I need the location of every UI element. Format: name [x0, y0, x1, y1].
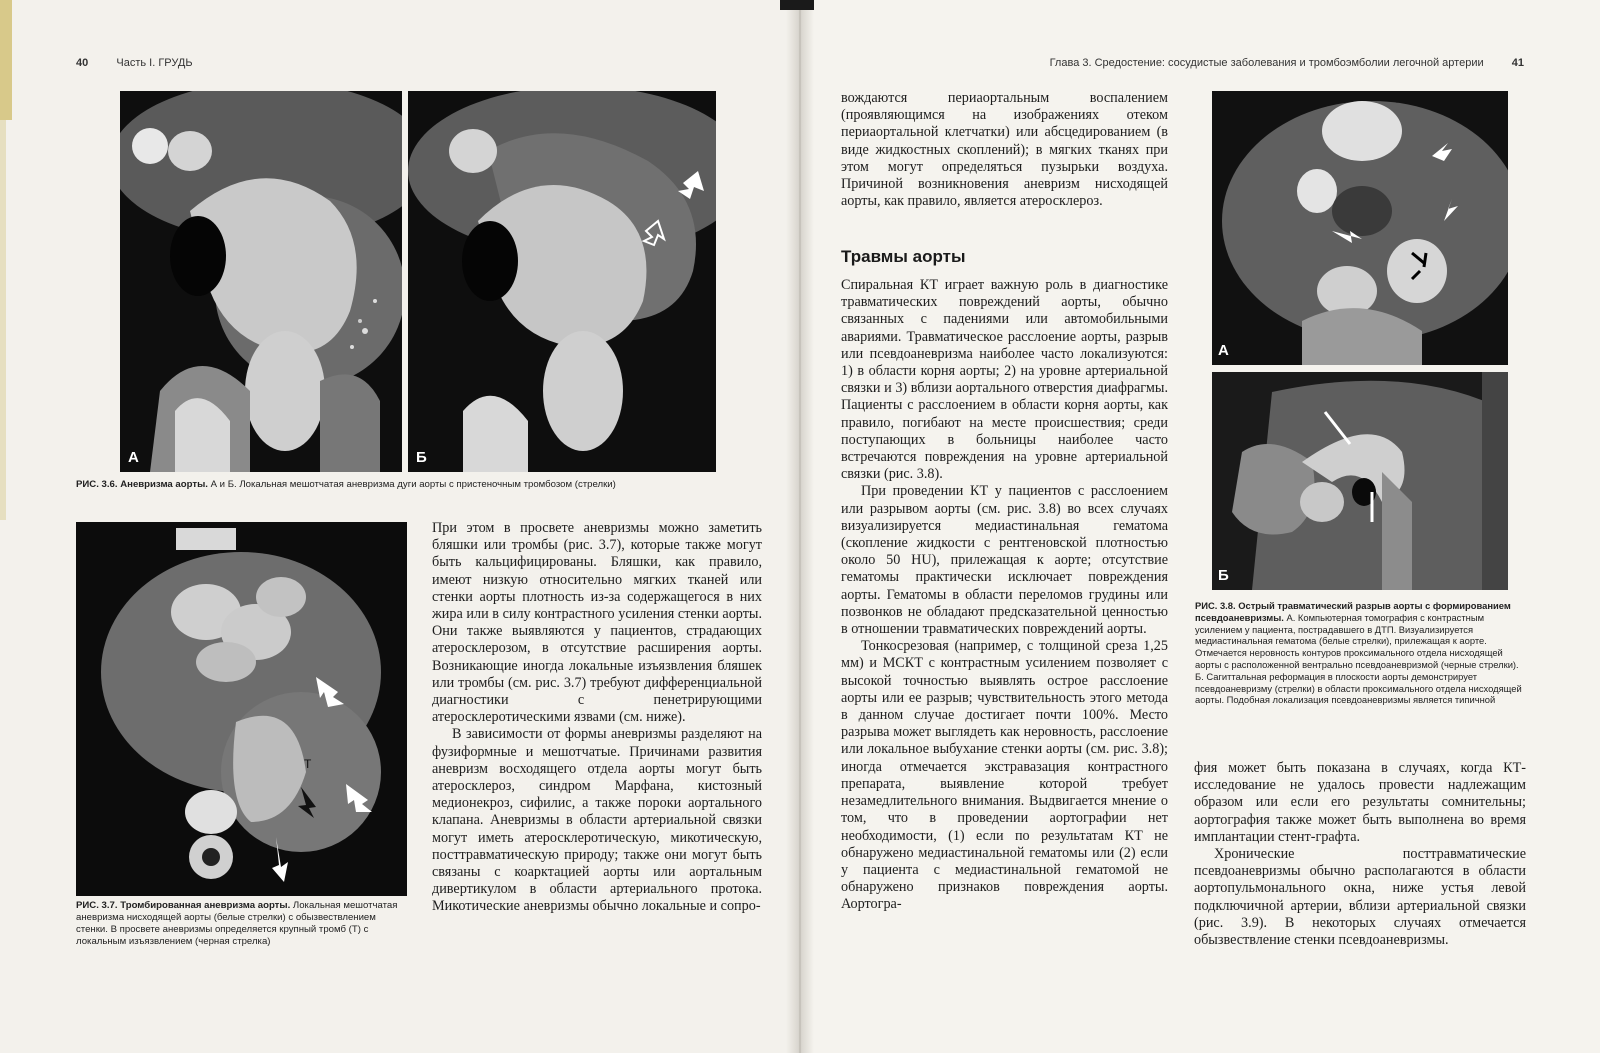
- page-edge-strip: [0, 120, 6, 520]
- fig36-panel-b-label: Б: [416, 449, 427, 466]
- fig36-panel-b-ct-image: [408, 91, 716, 472]
- right-text-column-1: [841, 277, 1168, 914]
- fig36-panel-a-ct-image: [120, 91, 402, 472]
- right-paragraph-1: Спиральная КТ играет важную роль в диагностике травматических повреждений аорты, обычно связанных с падениями или автомобильными авариями. Травматическое расслоение аорты, разрыв или псевдоаневризма наиболее часто локализуются: 1) в области корня аорты; 2) на уровне артериальной связки и 3) вблизи аортального отверстия диафрагмы. Пациенты с расслоением в области корня аорты, как правило, погибают на месте происшествия; среди поступающих в больницы наиболее часто встречаются повреждения на уровне артериальной связки (рис. 3.8).: [841, 277, 1168, 483]
- right-paragraph-3: Тонкосрезовая (например, с толщиной среза 1,25 мм) и МСКТ с контрастным усилением позволяет с высокой точностью выявлять острое расслоение аорты или ее разрыв; чувствительность этого метода в данном случае достигает почти 100%. Место разрыва может выглядеть как неровность, расслоение или локальное выбухание стенки аорты (см. рис. 3.8); иногда отмечается экстравазация контрастного препарата, выявление которой требует незамедлительного внимания. Выдвигается мнение о том, что в проведении аортографии нет необходимости, (1) если по результатам КТ не обнаружено медиастинальной гематомы или (2) если у пациента с медиастинальной гематомой не обнаружено признаков повреждения аорты. Аортогра-: [841, 638, 1168, 913]
- right-running-head: Глава 3. Средостение: сосудистые заболевания и тромбоэмболии легочной артерии: [1049, 57, 1484, 69]
- left-page-number: 40: [76, 57, 89, 69]
- fig36-caption-text: А и Б. Локальная мешотчатая аневризма дуги аорты с пристеночным тромбозом (стрелки): [210, 479, 616, 490]
- right-text-column-2: [1194, 760, 1526, 949]
- right-paragraph-2: При проведении КТ у пациентов с расслоением или разрывом аорты (см. рис. 3.8) во всех случаях визуализируется медиастинальная гематома (скопление жидкости с рентгеновской плотностью около 50 HU), прилежащая к аорте; отсутствие гематомы практически исключает повреждения аорты. Гематомы в области переломов грудины или позвонков не обладают предсказательной ценностью в отношении травматических повреждений аорты.: [841, 483, 1168, 638]
- section-heading: Травмы аорты: [841, 247, 966, 266]
- right-intro-paragraph: вождаются периаортальным воспалением (проявляющимся на изображениях отеком периаортальной клетчатки) или абсцедированием (в виде жидкостных скоплений); в мягких тканях при этом могут определяться пузырьки воздуха. Причиной возникновения аневризм нисходящей аорты, как правило, является атеросклероз.: [841, 90, 1168, 210]
- fig37-thrombus-label: Т: [304, 757, 312, 771]
- fig38-caption-label: РИС. 3.8. Острый травматический разрыв аорты с формированием псевдоаневризмы.: [1195, 600, 1511, 623]
- fig38-caption-text: А. Компьютерная томография с контрастным усилением у пациента, пострадавшего в ДТП. Визуализируется медиастинальная гематома (белые стрелки), прилежащая к аорте. Отмечается неровность контуров проксимального отдела нисходящей аорты с расположенной вентрально псевдоаневризмой (черные стрелки). Б. Сагиттальная реформация в плоскости аорты демонстрирует псевдоаневризму (стрелки) в области проксимального отдела нисходящей аорты. Подобная локализация псевдоаневризмы является типичной: [1195, 611, 1522, 706]
- left-running-head: Часть I. ГРУДЬ: [116, 57, 193, 69]
- right-col2-paragraph-2: Хронические посттравматические псевдоаневризмы обычно располагаются в области аортопульмонального окна, ниже устья левой подключичной артерии, вблизи артериальной связки (рис. 3.9). В некоторых случаях отмечается обызвествление стенки псевдоаневризмы.: [1194, 846, 1526, 949]
- fig38-panel-a-ct-image: [1212, 91, 1508, 365]
- fig36-caption: [76, 479, 776, 491]
- left-paragraph-2: В зависимости от формы аневризмы разделяют на фузиформные и мешотчатые. Причинами развития аневризм восходящего отдела аорты могут быть атеросклероз, синдром Марфана, кистозный медионекроз, сифилис, а также пороки аортального клапана. Аневризмы в области артериальной связки могут иметь атеросклеротическую, микотическую, посттравматическую природу; также они могут быть связаны с коарктацией аорты или аортальным дивертикулом в области артериального протока. Микотические аневризмы обычно локальные и сопро-: [432, 726, 762, 915]
- fig38-panel-a-label: А: [1218, 342, 1229, 359]
- right-col2-paragraph-1: фия может быть показана в случаях, когда КТ-исследование не удалось провести надлежащим образом или если его результаты сомнительны; аортография также может быть выполнена во время имплантации стент-графта.: [1194, 760, 1526, 845]
- fig37-ct-image: [76, 522, 407, 896]
- fig38-panel-b-ct-image: [1212, 372, 1508, 590]
- book-gutter: [786, 0, 814, 1053]
- page-edge-tab: [0, 0, 12, 120]
- fig37-caption-text: Локальная мешотчатая аневризма нисходящей аорты (белые стрелки) с обызвествлением стенки. В просвете аневризмы определяется крупный тромб (Т) с локальным изъязвлением (черная стрелка): [76, 900, 398, 947]
- right-page-number: 41: [1511, 57, 1524, 69]
- right-page: [800, 0, 1600, 1053]
- left-paragraph-1: При этом в просвете аневризмы можно заметить бляшки или тромбы (рис. 3.7), которые также могут быть кальцифицированы. Бляшки, как правило, имеют низкую относительно мягких тканей или стенки аорты плотность из-за содержащегося в них жира или в силу контрастного усиления стенки аорты. Они также выявляются у пациентов, страдающих атеросклерозом, в отсутствие расширения аорты. Возникающие иногда локальные изъязвления бляшек или тромбы (см. рис. 3.7) требуют дифференциальной диагностики с пенетрирующими атеросклеротическими язвами (см. ниже).: [432, 520, 762, 726]
- right-running-header: [1050, 57, 1524, 69]
- fig38-caption: [1195, 600, 1525, 706]
- fig36-caption-label: РИС. 3.6. Аневризма аорты.: [76, 479, 208, 490]
- fig37-caption-label: РИС. 3.7. Тромбированная аневризма аорты.: [76, 900, 291, 911]
- binding-mark: [780, 0, 814, 10]
- left-text-column: [432, 520, 762, 916]
- right-intro-column: [841, 90, 1168, 210]
- fig36-panel-a-label: А: [128, 449, 139, 466]
- fig37-caption: [76, 900, 407, 948]
- left-running-header: [76, 57, 193, 69]
- fig38-panel-b-label: Б: [1218, 567, 1229, 584]
